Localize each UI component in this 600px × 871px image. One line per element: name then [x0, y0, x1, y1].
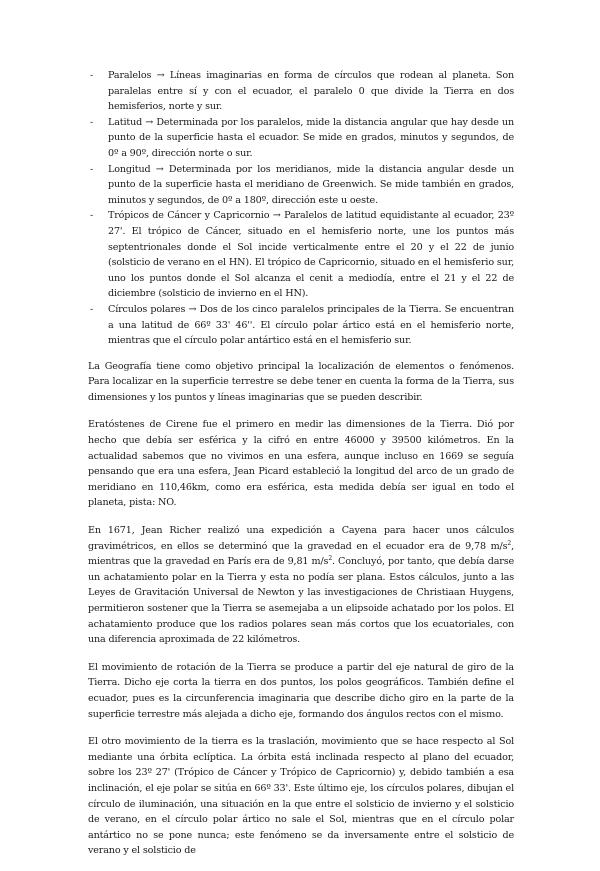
document-page — [88, 68, 514, 871]
definitions-list — [88, 68, 514, 349]
paragraph-geografia: La Geografía tiene como objetivo principal la localización de elementos o fenómenos. Para localizar en la superficie terrestre se debe tener en cuenta la forma de la Tierra, sus dimensiones y los puntos y líneas imaginarias que se pueden describir. — [88, 360, 514, 403]
paragraph-richer-part-b: , mientras que la gravedad en París era de 9,81 m/s — [88, 540, 514, 568]
list-item-paralelos: - Paralelos → Líneas imaginarias en forma de círculos que rodean al planeta. Son paralelas entre sí y con el ecuador, el paralelo 0 que divide la Tierra en dos hemisferios, norte y sur. — [88, 68, 514, 115]
paragraph-traslacion: El otro movimiento de la tierra es la traslación, movimiento que se hace respecto al Sol mediante una órbita eclíptica. La órbita está inclinada respecto al plano del ecuador, sobre los 23º 27' (Trópico de Cáncer y Trópico de Capricornio) y, debido también a esa inclinación, el eje polar se sitúa en 66º 33'. Este último eje, los círculos polares, dibujan el círculo de iluminación, una situación en la que entre el solsticio de invierno y el solsticio de verano, en el círculo polar ártico no sale el Sol, mientras que en el círculo polar antártico no se pone nunca; este fenómeno se da inversamente entre el solsticio de verano y el solsticio de — [88, 736, 514, 857]
paragraph-richer — [88, 523, 514, 648]
paragraph-richer-part-c: . Concluyó, por tanto, que debía darse un achatamiento polar en la Tierra y esta no podía ser plana. Estos cálculos, junto a las Leyes de Gravitación Universal de Newton y las investigaciones de Christiaan Huygens, permitieron sostener que la Tierra se asemejaba a un elipsoide achatado por los polos. El achatamiento produce que los radios polares sean más cortos que los ecuatoriales, con una diferencia aproximada de 22 kilómetros. — [88, 556, 514, 646]
paragraph-richer-part-a: En 1671, Jean Richer realizó una expedición a Cayena para hacer unos cálculos gravimétricos, en ellos se determinó que la gravedad en el ecuador era de 9,78 m/s — [88, 525, 514, 552]
list-item-tropicos: - Trópicos de Cáncer y Capricornio → Paralelos de latitud equidistante al ecuador, 23º 27'. El trópico de Cáncer, situado en el hemisferio norte, une los puntos más septentrionales donde el Sol incide verticalmente entre el 20 y el 22 de junio (solsticio de verano en el HN). El trópico de Capricornio, situado en el hemisferio sur, uno los puntos donde el Sol alcanza el cenit a mediodía, entre el 21 y el 22 de diciembre (solsticio de invierno en el HN). — [88, 208, 514, 302]
superscript-exponent: 2 — [507, 539, 512, 547]
list-item-latitud: - Latitud → Determinada por los paralelos, mide la distancia angular que hay desde un punto de la superficie hasta el ecuador. Se mide en grados, minutos y segundos, de 0º a 90º, dirección norte o sur. — [88, 115, 514, 162]
paragraph-rotacion: El movimiento de rotación de la Tierra se produce a partir del eje natural de giro de la Tierra. Dicho eje corta la tierra en dos puntos, los polos geográficos. También define el ecuador, pues es la circunferencia imaginaria que describe dicho giro en la parte de la superficie terrestre más alejada a dicho eje, formando dos ángulos rectos con el mismo. — [88, 661, 514, 720]
list-item-circulos-polares: - Círculos polares → Dos de los cinco paralelos principales de la Tierra. Se encuentran a una latitud de 66º 33' 46''. El círculo polar ártico está en el hemisferio norte, mientras que el círculo polar antártico está en el hemisferio sur. — [88, 302, 514, 349]
paragraph-eratostenes: Eratóstenes de Cirene fue el primero en medir las dimensiones de la Tierra. Dió por hecho que debía ser esférica y la cifró en entre 46000 y 39500 kilómetros. En la actualidad sabemos que no vivimos en una esfera, aunque incluso en 1669 se seguía pensando que era una esfera, Jean Picard estableció la longitud del arco de un grado de meridiano en 110,46km, como era esférica, esta medida debía ser igual en todo el planeta, pista: NO. — [88, 419, 514, 509]
superscript-exponent: 2 — [328, 555, 332, 563]
list-item-longitud: - Longitud → Determinada por los meridianos, mide la distancia angular desde un punto de la superficie hasta el meridiano de Greenwich. Se mide también en grados, minutos y segundos, de 0º a 180º, dirección este u oeste. — [88, 162, 514, 209]
